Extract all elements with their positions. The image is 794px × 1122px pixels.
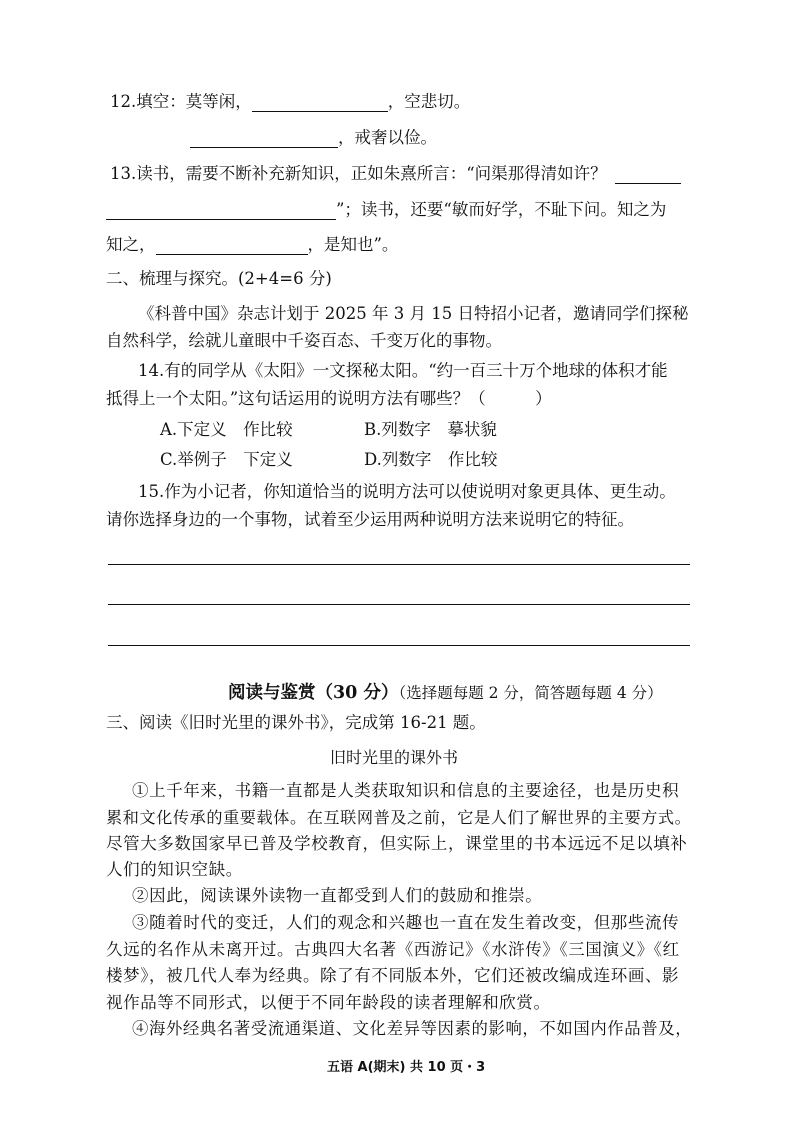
q15-line-1: 15.作为小记者，你知道恰当的说明方法可以使说明对象更具体、更生动。 <box>138 482 676 501</box>
q12-blank-1[interactable] <box>252 94 388 112</box>
reading-header <box>228 683 663 704</box>
answer-line-3[interactable] <box>108 645 690 646</box>
q14-option-d[interactable]: D.列数字 作比较 <box>364 450 498 469</box>
q12-line-1 <box>110 92 470 112</box>
answer-line-2[interactable] <box>108 604 690 605</box>
article-line: ④海外经典名著受流通渠道、文化差异等因素的影响，不如国内作品普及， <box>132 1019 693 1038</box>
reading-header-note: （选择题每题 2 分，简答题每题 4 分） <box>398 684 663 702</box>
q14-option-c[interactable]: C.举例子 下定义 <box>160 450 293 469</box>
article-line: 视作品等不同形式，以便于不同年龄段的读者理解和欣赏。 <box>106 993 551 1012</box>
q14-line-2: 抵得上一个太阳。”这句话运用的说明方法有哪些？（ ） <box>106 389 552 408</box>
section3-heading: 三、阅读《旧时光里的课外书》，完成第 16-21 题。 <box>106 713 486 732</box>
q13-line-3 <box>106 235 398 255</box>
q13-blank-1a[interactable] <box>615 166 681 184</box>
article-title: 旧时光里的课外书 <box>330 748 459 767</box>
article-line: ③随着时代的变迁，人们的观念和兴趣也一直在发生着改变，但那些流传 <box>132 913 680 932</box>
reading-header-title: 阅读与鉴赏（30 分） <box>228 683 399 703</box>
q14-line-1: 14.有的同学从《太阳》一文探秘太阳。“约一百三十万个地球的体积才能 <box>138 361 668 380</box>
article-line: 尽管大多数国家早已普及学校教育，但实际上，课堂里的书本远远不足以填补 <box>106 834 688 853</box>
section2-intro-line-1: 《科普中国》杂志计划于 2025 年 3 月 15 日特招小记者，邀请同学们探秘 <box>138 304 689 323</box>
section2-heading: 二、梳理与探究。(2+4=6 分) <box>106 269 332 288</box>
q13-line3-start: 知之， <box>106 235 156 254</box>
q13-blank-2[interactable] <box>156 237 308 255</box>
q12-line1-end: ，空悲切。 <box>387 92 471 111</box>
article-line: ②因此，阅读课外读物一直都受到人们的鼓励和推崇。 <box>132 886 543 905</box>
q13-prompt: 13.读书，需要不断补充新知识，正如朱熹所言：“问渠那得清如许？ <box>110 164 607 183</box>
q13-line2-text: ”；读书，还要“敏而好学，不耻下问。知之为 <box>336 200 667 219</box>
page-footer: 五语 A(期末) 共 10 页・3 <box>327 1060 486 1075</box>
article-line: 楼梦》，被几代人奉为经典。除了有不同版本外，它们还被改编成连环画、影 <box>106 966 680 985</box>
q12-prompt: 12.填空：莫等闲， <box>110 92 252 111</box>
article-line: 久远的名作从未离开过。古典四大名著《西游记》《水浒传》《三国演义》《红 <box>106 940 680 959</box>
q12-blank-2[interactable] <box>190 130 338 148</box>
q13-blank-1b[interactable] <box>106 202 336 220</box>
q14-option-b[interactable]: B.列数字 摹状貌 <box>364 420 497 439</box>
q13-line-1 <box>110 164 681 184</box>
q13-line3-end: ，是知也”。 <box>307 235 399 254</box>
q14-option-a[interactable]: A.下定义 作比较 <box>160 420 293 439</box>
article-line: 累和文化传承的重要载体。在互联网普及之前，它是人们了解世界的主要方式。 <box>106 808 692 827</box>
section2-intro-line-2: 自然科学，绘就儿童眼中千姿百态、千变万化的事物。 <box>106 331 502 350</box>
article-line: 人们的知识空缺。 <box>106 860 243 879</box>
q12-line2-end: ，戒奢以俭。 <box>338 128 437 147</box>
article-line: ①上千年来，书籍一直都是人类获取知识和信息的主要途径，也是历史积 <box>132 781 680 800</box>
q13-line-2 <box>106 200 666 220</box>
answer-line-1[interactable] <box>108 564 690 565</box>
q12-line-2 <box>190 128 437 148</box>
q15-line-2: 请你选择身边的一个事物，试着至少运用两种说明方法来说明它的特征。 <box>106 510 634 529</box>
